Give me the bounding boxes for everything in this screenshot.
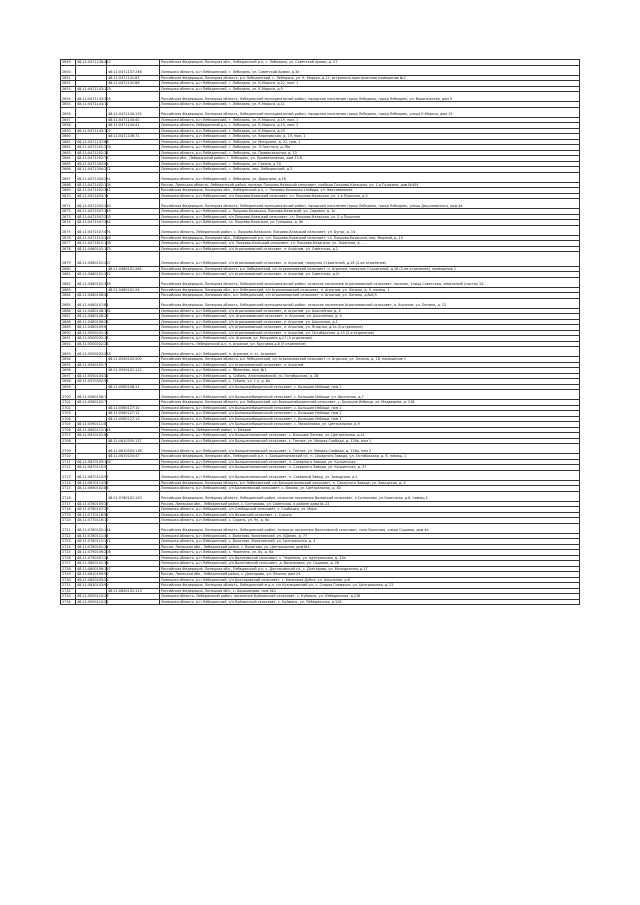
- cadastral-number-cell: 48:11:0690102:85: [77, 486, 109, 490]
- row-number-cell: 2706: [61, 427, 76, 433]
- room-cadastral-number-cell: 48:11:0471137:246: [107, 65, 160, 75]
- row-number-cell: 2708: [61, 438, 76, 444]
- address-cell: Липецкая область, р-н Лебедянский, с. Суринь, ул. 9у, д. 6а: [160, 518, 580, 524]
- address-cell: Россия, Липецкая область, Лебедянский район, поселок Покрово-Казацкий сельсовет, слобода Покрово-Казацкая, ул. 1-я Пушкина, дом №404: [160, 182, 580, 188]
- registry-table-body: [61, 60, 580, 605]
- row-number-cell: 2726: [61, 555, 76, 561]
- address-cell: Липецкая область, Лебедянский район, с. Мокрое: [160, 427, 580, 433]
- table-row: [61, 523, 580, 533]
- table-row: [61, 107, 580, 117]
- cadastral-number-cell: 48:11:0480101:365: [76, 277, 107, 287]
- address-cell: Липецкая область, р-н Лебедянский, г. Лебедянь, ул. Березовская, д. 19, пом. 1: [160, 134, 580, 140]
- address-cell: Липецкая область, Лебедянский район, с. Покрово-Казацкая, Покрово-Казацкий сельсовет, ул. Бугор, д. 14: [160, 225, 580, 235]
- address-cell: Россия, Липецкая обл., Лебедянский район, с. Волотово, ул. Центральная, дом №1: [160, 544, 580, 550]
- row-number-cell: 2711: [61, 459, 76, 465]
- address-cell: Липецкая область, р-н Лебедянский, с/п Агрономовский сельсовет, п. Агроном, переулок Строителей, д.16 (2-ое отделение): [160, 252, 580, 267]
- address-cell: Липецкая область, р-н Лебедянский, с/п Вязовский сельсовет, с. Суринь: [160, 512, 580, 518]
- address-cell: Российская Федерация, Липецкая обл., р-н Лебедянский, с/п Агрономовский сельсовет, п. Агроном, ул. Ленина, д. 9, помещ. 1: [160, 287, 580, 293]
- room-cadastral-number-cell: [107, 298, 160, 308]
- cadastral-number-cell: 48:11:0471147:86: [77, 139, 109, 144]
- cadastral-number-cell: 48:11:0480108:24: [77, 314, 109, 318]
- cadastral-number-cell: 48:11:0760105:27: [77, 501, 109, 506]
- cadastral-number-cell: 48:11:0670109:105: [77, 459, 111, 464]
- address-cell: Липецкая область, р-н Лебедянский, с/п Большеизбищенский сельсовет, с. Большие Избищи, пом 1: [160, 405, 580, 411]
- row-number-cell: 2677: [61, 241, 76, 247]
- table-row: [61, 225, 580, 235]
- cadastral-number-cell: 48:11:0471402:341: [77, 188, 111, 192]
- row-number-cell: 2730: [61, 577, 76, 583]
- table-row: [61, 444, 580, 454]
- cadastral-number-cell: 48:11:0471507:349: [77, 209, 111, 213]
- row-number-cell: 2674: [61, 220, 76, 226]
- row-number-cell: 2665: [61, 161, 76, 167]
- address-cell: Липецкая область, р-н Лебедянский, г. Лебедянь, ул. К.Маркса, д.22, пом. 1: [160, 81, 580, 87]
- table-row: [61, 298, 580, 308]
- address-cell: Липецкая область, р-н Лебедянский, с/п Покрово-Казацкий сельсовет, сл. Покрово-Казацкая, ул. 1-я Пушкина, д.5: [160, 193, 580, 199]
- cadastral-number-cell: 48:11:0820203:20: [77, 577, 109, 582]
- cadastral-number-cell: 48:11:0580102:7: [77, 400, 107, 404]
- address-cell: Россия, Липецкая обл., Лебедянский район, с. Сотниково, ул. Советская, в районе дома № 22: [160, 501, 580, 507]
- cadastral-number-cell: 48:11:0670110:5: [77, 465, 107, 469]
- cadastral-number-cell: 48:11:0471507:491: [76, 225, 107, 235]
- registry-table: [60, 59, 580, 605]
- cadastral-number-cell: 48:11:0480107:84: [76, 298, 107, 308]
- address-cell: Липецкая область, р-н Лебедянский, с/п Агрономовский сельсовет, п. Агроном, ул. Ягодная, д.1а (2-отделение): [160, 325, 580, 331]
- address-cell: Липецкая область, р-н Лебедянский, с/п. Агроном, ул. Мичурина д.17 (4 отделение): [160, 336, 580, 342]
- row-number-cell: 2710: [61, 454, 76, 460]
- address-cell: Липецкая область, р-н Лебедянский, г. Лебедянь, ул. Привокзальная, д. 13: [160, 150, 580, 156]
- cadastral-number-cell: 48:11:0770116:10: [77, 518, 109, 522]
- cadastral-number-cell: 48:11:0471513:316: [77, 235, 111, 240]
- room-cadastral-number-cell: 48:11:0610305:137: [107, 438, 160, 444]
- row-number-cell: 2675: [61, 225, 76, 235]
- cadastral-number-cell: 48:11:0830103:99: [77, 583, 109, 587]
- cadastral-number-cell: 48:11:0471502:250: [76, 199, 107, 209]
- row-number-cell: 2685: [61, 298, 76, 308]
- room-cadastral-number-cell: [107, 199, 160, 209]
- row-number-cell: 2678: [61, 246, 76, 252]
- address-cell: Липецкая область, р-н Лебедянский, д. Сибиль, Агрономовский, ул. Октябрьская, д. 28: [160, 373, 580, 379]
- cadastral-number-cell: 48:11:0471304:291: [76, 172, 107, 182]
- row-number-cell: 2682: [61, 277, 76, 287]
- cadastral-number-cell: 48:11:0570302:94: [77, 379, 109, 383]
- address-cell: Липецкая область, р-н Лебедянский, с/п Большеизбищенский сельсовет, с. Большие Избищи, пом 1: [160, 411, 580, 417]
- cadastral-number-cell: 48:11:0471136:412: [77, 60, 111, 64]
- room-cadastral-number-cell: [107, 92, 160, 102]
- cadastral-number-cell: 48:11:0471303:91: [77, 161, 109, 166]
- address-cell: Липецкая область, р-н Лебедянский, сл. Покрово-Казацкая, ул. Гришина, д. 8е: [160, 220, 580, 226]
- room-cadastral-number-cell: [107, 347, 160, 357]
- address-cell: Липецкая область, р-н Лебедянский, с. Черепень, ул. 8у, д. 6а: [160, 550, 580, 556]
- address-cell: Российская Федерация, Липецкая обл., с. Хорошилово, пом. №1: [160, 588, 580, 594]
- row-number-cell: 2727: [61, 561, 76, 567]
- table-row: [61, 172, 580, 182]
- row-number-cell: 2732: [61, 588, 76, 594]
- cadastral-number-cell: 48:11:0471144:12: [77, 102, 109, 106]
- cadastral-number-cell: 48:11:0471302:76: [77, 156, 109, 160]
- address-cell: Российская Федерация, Липецкая обл., Лебедянский р-н, с/п. Покрово-Казацкий сельсовет, сл. Покрово-Казацкая, пер. Мирный, д. 10: [160, 235, 580, 241]
- row-number-cell: 2712: [61, 465, 76, 471]
- address-cell: Липецкая область, р-н Лебедянский, с/п Слободской сельсовет, с. Слободка, ул. Мира: [160, 507, 580, 513]
- cadastral-number-cell: 48:11:0610101:61: [77, 433, 109, 437]
- table-row: [61, 491, 580, 501]
- address-cell: Липецкая область, р-н Лебедянский, г. Лебедянь, ул. Л.Толстого, д.78а: [160, 145, 580, 151]
- row-number-cell: 2676: [61, 235, 76, 241]
- address-cell: Липецкая область, р-н Лебедянский, г. Лебедянь, ул. Мичурина, д. 22, пом. 1: [160, 139, 580, 145]
- cadastral-number-cell: 48:11:0900110:28: [77, 594, 109, 598]
- room-cadastral-number-cell: [107, 172, 160, 182]
- cadastral-number-cell: 48:11:0780102:154: [76, 523, 107, 533]
- cadastral-number-cell: 48:11:0480101:237: [76, 252, 107, 267]
- row-number-cell: 2664: [61, 156, 76, 162]
- row-number-cell: 2694: [61, 357, 76, 363]
- cadastral-number-cell: 48:11:0780201:24: [77, 544, 109, 549]
- address-cell: Липецкая область, р-н Лебедянский, с/п Агрономовский сельсовет, п. Агроном: [160, 362, 580, 368]
- row-number-cell: 2724: [61, 544, 76, 550]
- cadastral-number-cell: 48:11:0480106:42: [77, 293, 109, 297]
- cadastral-number-cell: 48:11:0500201:15: [77, 330, 109, 335]
- cadastral-number-cell: 48:11:0900110:29: [77, 599, 109, 604]
- cadastral-number-cell: 48:11:0540102:7: [77, 362, 107, 367]
- room-cadastral-number-cell: [107, 277, 160, 287]
- room-cadastral-number-cell: 48:11:0610305:138: [107, 444, 160, 454]
- room-cadastral-number-cell: 48:11:0471141:83: [107, 75, 160, 81]
- row-number-cell: 2702: [61, 405, 76, 411]
- row-number-cell: 2733: [61, 594, 76, 600]
- cadastral-number-cell: 48:11:0790106:208: [77, 550, 111, 554]
- cadastral-number-cell: 48:11:0500202:18: [77, 336, 109, 340]
- address-cell: Липецкая область, р-н Лебедянский, с/п Большепоповский сельсовет, с. Теплое, ул. Мокрая Слобода, д. 126а, пом 2: [160, 444, 580, 454]
- table-row: [61, 390, 580, 400]
- address-cell: Липецкая область, р-н Лебедянский, с/п Агрономовский сельсовет, п. Агроном, ул. Школьная, д.1: [160, 319, 580, 325]
- row-number-cell: 2688: [61, 319, 76, 325]
- row-number-cell: 2695: [61, 362, 76, 368]
- row-number-cell: 2657: [61, 117, 76, 123]
- address-cell: Липецкая область, Лебедянский р-н, г. Лебедянь, ул. К.Маркса, д.19, пом. 2: [160, 123, 580, 129]
- row-number-cell: 2725: [61, 550, 76, 556]
- address-cell: Российская Федерация, Липецкая область, Лебедянский муниципальный район, сельское поселение Агрономовский сельсовет, п. Агроном, ул. Ленина, д. 12: [160, 298, 580, 308]
- cadastral-number-cell: [76, 444, 107, 454]
- address-cell: Липецкая область, р-н Лебедянский, с/п Агрономовский сельсовет, п. Агроном, ул. Советская, д.2г: [160, 272, 580, 278]
- cadastral-number-cell: 48:11:0760107:29: [77, 507, 109, 511]
- address-cell: Российская Федерация, Липецкая область, р-н Лебедянский, с/п Большепоповский сельсовет, п. Сахарного Завода, ул. Заводская, д. 4: [160, 480, 580, 486]
- address-cell: Липецкая область, р-н Лебедянский, с. Волотово, Волотовский, ул. Центральная, д. 4: [160, 539, 580, 545]
- row-number-cell: 2697: [61, 373, 76, 379]
- address-cell: Липецкая область, р-н Лебедянский, с. Волотово, Волотовский, ул. УДалих, д. 77: [160, 533, 580, 539]
- cadastral-number-cell: 48:11:0670114:55: [77, 480, 109, 485]
- row-number-cell: 2691: [61, 336, 76, 342]
- row-number-cell: 2699: [61, 384, 76, 390]
- row-number-cell: 2681: [61, 272, 76, 278]
- address-cell: Липецкая область, р-н Лебедянский, п. Агроном, п. ст. Агроном: [160, 347, 580, 357]
- room-cadastral-number-cell: 48:11:0760102:120: [107, 491, 160, 501]
- row-number-cell: 2717: [61, 501, 76, 507]
- cadastral-number-cell: 48:11:0810109:52: [77, 572, 109, 576]
- row-number-cell: 2728: [61, 566, 76, 572]
- address-cell: Липецкая область, р-н Лебедянский, с/п Большепоповский сельсовет, с. Большое Попово, ул. Центральная, д.41: [160, 433, 580, 439]
- row-number-cell: 2667: [61, 172, 76, 182]
- row-number-cell: 2698: [61, 379, 76, 385]
- address-cell: Липецкая область, р-н Лебедянский, г. Лебедянь, ул. К.Маркса, д.11: [160, 102, 580, 108]
- row-number-cell: 2687: [61, 314, 76, 320]
- address-cell: Липецкая область, р-н Лебедянский, г. Лебедянь, ул. К.Маркса, д.19, пом. 1: [160, 117, 580, 123]
- row-number-cell: 2686: [61, 308, 76, 314]
- room-cadastral-number-cell: 48:11:0471144:40: [107, 117, 160, 123]
- room-cadastral-number-cell: 48:11:0480101:264: [107, 266, 160, 272]
- row-number-cell: 2658: [61, 123, 76, 129]
- room-cadastral-number-cell: 48:11:0550102:122: [107, 368, 160, 374]
- table-row: [61, 252, 580, 267]
- row-number-cell: 2680: [61, 266, 76, 272]
- row-number-cell: 2679: [61, 252, 76, 267]
- room-cadastral-number-cell: 48:11:0580127:13: [107, 416, 160, 422]
- address-cell: Липецкая область, р-н Лебедянский, с/п Большепоповский сельсовет, п. Сахарный Завод, ул. Заводская, д.1: [160, 470, 580, 480]
- row-number-cell: 2716: [61, 491, 76, 501]
- row-number-cell: 2659: [61, 128, 76, 134]
- address-cell: Российская Федерация, Липецкая область, Лебедянский район, сельское поселение Волотовский сельсовет, село Волотово, улица Садовая, дом 4а: [160, 523, 580, 533]
- row-number-cell: 2693: [61, 347, 76, 357]
- row-number-cell: 2703: [61, 411, 76, 417]
- row-number-cell: 2729: [61, 572, 76, 578]
- row-number-cell: 2684: [61, 293, 76, 299]
- row-number-cell: 2690: [61, 330, 76, 336]
- address-cell: Липецкая область, р-н Лебедянский, г. Лебедянь, ул. Доронина, д.1б: [160, 172, 580, 182]
- cadastral-number-cell: 48:11:0471202:21: [77, 150, 109, 155]
- row-number-cell: 2689: [61, 325, 76, 331]
- address-cell: Липецкая область, р-н Лебедянский, с/п Агрономовский сельсовет, п. Агроном, ул. Советская, д.2: [160, 246, 580, 252]
- room-cadastral-number-cell: 48:11:0471144:41: [107, 123, 160, 129]
- address-cell: Липецкая область, р-н Лебедянский, с/п Большепоповский сельсовет, п. Сахарного Завода, ул. Кочкинская: [160, 459, 580, 465]
- cadastral-number-cell: 48:11:0800101:36: [77, 561, 109, 565]
- address-cell: Липецкая область, р-н Лебедянский, с/п Большепоповский сельсовет, с. Теплое, ул. Мокрая Слобода, д. 126а, пом 1: [160, 438, 580, 444]
- cadastral-number-cell: 48:11:0471143:103: [77, 86, 111, 91]
- address-cell: Липецкая область, р-н Лебедянский, с/п Большеизбищенский сельсовет, с. Михайловка, ул. Центральная, д.9: [160, 422, 580, 428]
- address-cell: Российская Федерация, Липецкая область, Лебедянский район, сельское поселение Вязовский сельсовет, с.Сотниково, ул.Советская, д.6, помещ.1: [160, 491, 580, 501]
- cadastral-number-cell: 48:11:0471145:101: [77, 128, 111, 133]
- row-number-cell: 2696: [61, 368, 76, 374]
- address-cell: Липецкая область, р-н Лебедянский, с/п Покрово-Казацкий сельсовет, сл. Покрово-Казацкая, ул. 2-я Пушкина: [160, 214, 580, 220]
- address-cell: Липецкая область, р-н Лебедянский, с. Покрово-Казацкая, Покрово-Казацкий, ул. Садовая, д. 1к: [160, 209, 580, 215]
- address-cell: Липецкая область, р-н Лебедянский, г. Лебедянь, ул. К.Маркса, д.5: [160, 86, 580, 92]
- address-cell: Липецкая область, р-н Лебедянский, с/п Большепоповский сельсовет, п. Сахарного Завода, ул. Кочкинская, д. 37: [160, 465, 580, 471]
- address-cell: Липецкая область, р-н Лебедянский, г. Лебедянь, пер. Лебедянский, д.3: [160, 167, 580, 173]
- address-cell: Липецкая область, р-н Лебедянский, с/п Большеизбищенский сельсовет, с. Большие Избищи, пом 1: [160, 384, 580, 390]
- room-cadastral-number-cell: 48:11:0580127:12: [107, 411, 160, 417]
- row-number-cell: 2718: [61, 507, 76, 513]
- row-number-cell: 2705: [61, 422, 76, 428]
- address-cell: Липецкая область, Лебедянский р-н, п. Агроном, ул. Круговая д.8 (5 отделение): [160, 341, 580, 347]
- registry-sheet: [60, 59, 580, 605]
- address-cell: Россия, Липецкая обл., Лебедянский район, с. Докторово, ул. Печиня, дом 24: [160, 572, 580, 578]
- cadastral-number-cell: 48:11:0480101:242: [77, 272, 111, 276]
- row-number-cell: 2721: [61, 523, 76, 533]
- cadastral-number-cell: 48:11:0471507:203: [77, 214, 111, 219]
- address-cell: Российская Федерация, Липецкая область, Лебедянский муниципальный район, городское поселение город Лебедянь, город Лебедянь, ул. Воронежская, дом 9: [160, 92, 580, 102]
- room-cadastral-number-cell: [107, 225, 160, 235]
- row-number-cell: 2722: [61, 533, 76, 539]
- row-number-cell: 2651: [61, 75, 76, 81]
- row-number-cell: 2653: [61, 86, 76, 92]
- row-number-cell: 2671: [61, 199, 76, 209]
- row-number-cell: 2683: [61, 287, 76, 293]
- row-number-cell: 2655: [61, 102, 76, 108]
- row-number-cell: 2673: [61, 214, 76, 220]
- row-number-cell: 2670: [61, 193, 76, 199]
- cadastral-number-cell: 48:11:0471304:271: [77, 167, 111, 171]
- address-cell: Российская Федерация, Липецкая область, Лебедянский муниципальный район, городское поселение город Лебедянь, город Лебедянь, улица К.Маркса, дом 19: [160, 107, 580, 117]
- row-number-cell: 2669: [61, 188, 76, 194]
- address-cell: Липецкая область, р-н Лебедянский, с/п Большеизбищенский сельсовет, с. Большие Избищи, пом 1: [160, 416, 580, 422]
- cadastral-number-cell: 48:11:0800106:167: [77, 566, 111, 571]
- address-cell: Липецкая область, р-н Лебедянский, г. Лебедянь, ул. К.Маркса, д.23: [160, 128, 580, 134]
- row-number-cell: 2652: [61, 81, 76, 87]
- cadastral-number-cell: 48:11:0780111:54: [77, 533, 109, 538]
- cadastral-number-cell: 48:11:0500202:253: [76, 347, 107, 357]
- table-row: [61, 599, 580, 605]
- room-cadastral-number-cell: [107, 523, 160, 533]
- room-cadastral-number-cell: [107, 470, 160, 480]
- cadastral-number-cell: 48:11:0471507:344: [77, 220, 111, 224]
- address-cell: Липецкая область, р-н Лебедянский, с/п Куйманский сельсовет, с. Куймань, ул. Лебедянская, д.128: [160, 599, 580, 605]
- room-cadastral-number-cell: [107, 599, 160, 605]
- row-number-cell: 2650: [61, 65, 76, 75]
- table-row: [61, 199, 580, 209]
- address-cell: Российская Федерация, Липецкая область, Лебедянский м.р-н, с/п Кузнецовский с/с, с. Старое Гремячье, ул. Центральная, д. 22: [160, 583, 580, 589]
- address-cell: Липецкая область, р-н Лебедянский, с/п Докторовский сельсовет, с. Каменная Дубна, ул. Школьная, д.6: [160, 577, 580, 583]
- row-number-cell: 2700: [61, 390, 76, 400]
- address-cell: Липецкая область, р-н Лебедянский, г. Лебедянь, ул. Газина, д.7А: [160, 161, 580, 167]
- cadastral-number-cell: 48:11:0480101:175: [77, 246, 111, 251]
- cadastral-number-cell: 48:11:0480109:6: [77, 325, 107, 329]
- cadastral-number-cell: 48:11:0790307:24: [77, 555, 109, 560]
- row-number-cell: 2672: [61, 209, 76, 215]
- address-cell: Российская Федерация, Липецкая область, Лебедянский муниципальный район, сельское поселение Агрономовский сельсовет, поселок, улица Советская, земельный участок 1А: [160, 277, 580, 287]
- room-cadastral-number-cell: 48:11:0580108:11: [107, 384, 160, 390]
- address-cell: Российская Федерация, Липецкая обл., Лебедянский р-н, г. Лебедянь, ул. Советской Армии, д. 27: [160, 60, 580, 66]
- row-number-cell: 2662: [61, 145, 76, 151]
- cadastral-number-cell: 48:11:0471402:104: [77, 182, 111, 187]
- cadastral-number-cell: 48:11:0590111:8: [77, 422, 107, 426]
- row-number-cell: 2731: [61, 583, 76, 589]
- address-cell: Российская Федерация, Липецкая область, р-н Лебедянский, с/п Большеизбищенский сельсовет, с. Большие Избищи, ул. Медведева, д. 21б: [160, 400, 580, 406]
- cadastral-number-cell: 48:11:0480108:25: [77, 319, 109, 324]
- row-number-cell: 2713: [61, 470, 76, 480]
- cadastral-number-cell: [76, 107, 107, 117]
- address-cell: Российская Федерация, Липецкая область, Лебедянский муниципальный район, городское поселение город Лебедянь, город Лебедянь, улица Докучаевского, дом 4а: [160, 199, 580, 209]
- cadastral-number-cell: 48:11:0471201:205: [77, 145, 111, 149]
- room-cadastral-number-cell: 48:11:0480101:26: [107, 287, 160, 293]
- address-cell: Липецкая область, р-н Лебедянский, с. Губино, ул. 1-у, д. 6а: [160, 379, 580, 385]
- row-number-cell: 2663: [61, 150, 76, 156]
- table-row: [61, 92, 580, 102]
- address-cell: Липецкая область, р-н Лебедянский, с/п Агрономовский сельсовет, п. Агроном, ул. Октябрьская, д.13 (2-е отделение): [160, 330, 580, 336]
- row-number-cell: 2714: [61, 480, 76, 486]
- address-cell: Липецкая область, р-н Лебедянский, г. Лебедянь, ул. Советской Армии, д.3а: [160, 65, 580, 75]
- address-cell: Российская Федерация, Липецкая область, р-н Лебедянский, с/п Агрономовский сельсовет, п. Агроном, ул. Ленина, д. 18, помещение 1: [160, 357, 580, 363]
- table-row: [61, 347, 580, 357]
- cadastral-number-cell: 48:11:0471143:325: [76, 92, 107, 102]
- row-number-cell: 2656: [61, 107, 76, 117]
- row-number-cell: 2704: [61, 416, 76, 422]
- row-number-cell: 2734: [61, 599, 76, 605]
- row-number-cell: 2654: [61, 92, 76, 102]
- table-row: [61, 470, 580, 480]
- address-cell: Российская Федерация, Липецкая обл., Лебедянский р-н, с. Покрово-Казацкая слобода, ул. Фестивальная: [160, 188, 580, 194]
- address-cell: Российская Федерация, Липецкая область, р-н Лебедянский, с/п Агрономовский сельсовет, п. Агроном, переулок Строителей, д.16 (2-ое отделение), помещение 1: [160, 266, 580, 272]
- row-number-cell: 2661: [61, 139, 76, 145]
- address-cell: Российская Федерация, Липецкая область, р-н Лебедянский, г. Лебедянь, ул. К. Маркса, д.22, встроенно-пристроенное помещение №2: [160, 75, 580, 81]
- room-cadastral-number-cell: 48:11:0840101:123: [107, 588, 160, 594]
- address-cell: Липецкая область, р-н Лебедянский, с/п Агрономовский сельсовет, п. Агроном, ул. Шоссейная, д. 4: [160, 308, 580, 314]
- cadastral-number-cell: 48:11:0500202:23: [77, 341, 109, 346]
- address-cell: Липецкая область, р-н Лебедянский, с/п Баловнёвский сельсовет, с. Вязово, ул. Центральная, д. 83: [160, 486, 580, 492]
- room-cadastral-number-cell: [107, 252, 160, 267]
- room-cadastral-number-cell: 48:11:0540102:500: [107, 357, 160, 363]
- address-cell: Липецкая область, р-н Лебедянский, с. Яблонево, пом. №1: [160, 368, 580, 374]
- row-number-cell: 2707: [61, 433, 76, 439]
- row-number-cell: 2666: [61, 167, 76, 173]
- room-cadastral-number-cell: 48:11:0580127:10: [107, 405, 160, 411]
- cadastral-number-cell: 48:11:0480108:182: [77, 308, 111, 313]
- row-number-cell: 2701: [61, 400, 76, 406]
- address-cell: Липецкая область, р-н Лебедянский, с/п Большеизбищенский сельсовет, с. Большие Избищи, ул. Школьная, д.7: [160, 390, 580, 400]
- address-cell: Липецкая область, р-н Лебедянский, с/п. Агрономовский сельсовет, п. Агроном, ул. Шоссейная, д. 4: [160, 314, 580, 320]
- address-cell: Липецкая область, р-н Лебедянский, с/п Волотовский сельсовет, с. Черепень, ул. Центральная, д. 13а: [160, 555, 580, 561]
- room-cadastral-number-cell: [107, 390, 160, 400]
- room-cadastral-number-cell: 48:11:0471141:86: [107, 81, 160, 87]
- table-row: [61, 65, 580, 75]
- cadastral-number-cell: [76, 65, 107, 75]
- row-number-cell: 2660: [61, 134, 76, 140]
- row-number-cell: 2719: [61, 512, 76, 518]
- row-number-cell: 2723: [61, 539, 76, 545]
- cadastral-number-cell: 48:11:0471812:108: [77, 241, 111, 245]
- row-number-cell: 2709: [61, 444, 76, 454]
- cadastral-number-cell: 48:11:0471403:14: [77, 193, 109, 198]
- address-cell: Российская Федерация, Липецкая обл., р-н Лебедянский, с/п Агрономовский сельсовет, п. Агроном, ул. Ленина, д.№6/3: [160, 293, 580, 299]
- address-cell: Российская Федерация, Липецкая обл., Лебедянский р-н, с. Большепоповский с/с, п. Сахарного Завода, ул. Октябрьская, д. 6, помещ. 1: [160, 454, 580, 460]
- room-cadastral-number-cell: 48:11:0471144:155: [107, 107, 160, 117]
- cadastral-number-cell: 48:11:0670114:52: [76, 470, 107, 480]
- row-number-cell: 2668: [61, 182, 76, 188]
- address-cell: Липецкая область, р-н Лебедянский, с/п. Покрово-Казацкий сельсовет, сл. Покрово-Казацкая, ул. Заречная, д. ...: [160, 241, 580, 247]
- row-number-cell: 2692: [61, 341, 76, 347]
- cadastral-number-cell: 48:11:0770116:51: [77, 512, 109, 517]
- address-cell: Российская Федерация, Липецкая обл., Лебедянский р-н, с. Докторовский с/с, с. Докторово, ул. Молодежная, д.17: [160, 566, 580, 572]
- row-number-cell: 2649: [61, 60, 76, 66]
- cadastral-number-cell: 48:11:0550104:32: [77, 373, 109, 378]
- address-cell: Липецкая обл., Лебедянский район, г. Лебедянь, ул. Привокзальная, дом 13 б: [160, 156, 580, 162]
- address-cell: Липецкая область, Лебедянский район, поселение Куйманский сельсовет, с. Куймань, ул. Лебедянская, д.12б: [160, 594, 580, 600]
- table-row: [61, 277, 580, 287]
- room-cadastral-number-cell: 48:11:0670103:47: [107, 454, 160, 460]
- cadastral-number-cell: 48:11:0780112:121: [77, 539, 111, 543]
- address-cell: Липецкая область, р-н Лебедянский, с/п Волотовский сельсовет, д. Васильевка, ул. Садовая, д. 26: [160, 561, 580, 567]
- cadastral-number-cell: [76, 491, 107, 501]
- row-number-cell: 2715: [61, 486, 76, 492]
- room-cadastral-number-cell: 48:11:0471146:71: [107, 134, 160, 140]
- cadastral-number-cell: 48:11:0580108:7: [76, 390, 107, 400]
- row-number-cell: 2720: [61, 518, 76, 524]
- cadastral-number-cell: 48:11:0600113:161: [77, 427, 111, 432]
